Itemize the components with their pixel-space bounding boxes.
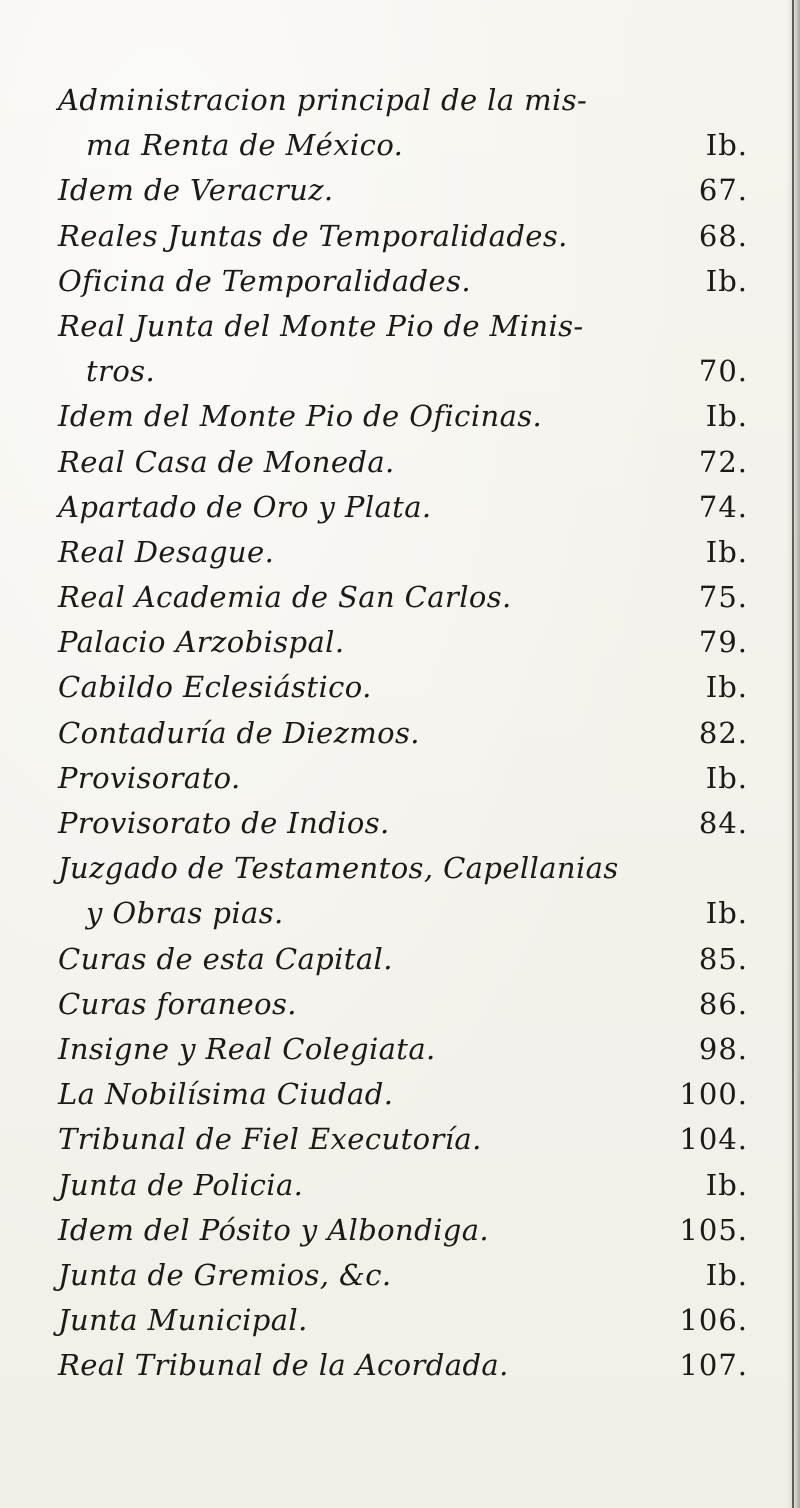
toc-entry <box>58 937 748 982</box>
entry-title: Tribunal de Fiel Executoría. <box>58 1122 482 1157</box>
entry-title: Curas foraneos. <box>58 986 297 1021</box>
entry-page-number: 107. <box>679 1348 748 1383</box>
entry-title: Idem de Veracruz. <box>58 173 334 208</box>
entry-page-number: 74. <box>698 489 748 524</box>
entry-page-number: 98. <box>698 1031 748 1066</box>
entry-title: ma Renta de México. <box>86 128 404 163</box>
entry-page-number: Ib. <box>705 534 748 569</box>
entry-page-number: 82. <box>698 715 748 750</box>
toc-entry <box>58 168 748 213</box>
entry-title: Real Tribunal de la Acordada. <box>58 1348 509 1383</box>
toc-entry <box>58 1072 748 1117</box>
toc-entry <box>58 801 748 846</box>
entry-title: Juzgado de Testamentos, Capellanias <box>58 851 619 886</box>
toc-entry <box>58 1208 748 1253</box>
entry-page-number: Ib. <box>705 760 748 795</box>
toc-entry <box>58 304 748 349</box>
toc-entry <box>58 982 748 1027</box>
entry-title: Provisorato. <box>58 760 241 795</box>
toc-entry <box>58 575 748 620</box>
entry-title: Administracion principal de la mis- <box>58 83 588 117</box>
entry-title: Real Junta del Monte Pio de Minis- <box>58 308 584 343</box>
entry-title: y Obras pias. <box>86 896 284 931</box>
page-edge-line <box>792 0 794 1508</box>
entry-title: La Nobilísima Ciudad. <box>58 1077 394 1112</box>
entry-page-number: Ib. <box>705 670 748 705</box>
entry-page-number: Ib. <box>705 128 748 163</box>
entry-title: Provisorato de Indios. <box>58 806 390 840</box>
entry-page-number: Ib. <box>705 1257 748 1292</box>
entry-page-number: 86. <box>698 986 748 1021</box>
entry-title: Contaduría de Diezmos. <box>58 715 420 750</box>
toc-entry <box>58 1298 748 1343</box>
table-of-contents <box>58 78 748 1388</box>
toc-entry <box>58 1163 748 1208</box>
entry-title: Idem del Pósito y Albondiga. <box>58 1212 490 1247</box>
toc-entry <box>58 349 748 394</box>
toc-entry <box>58 1253 748 1298</box>
entry-page-number: 72. <box>698 444 748 479</box>
toc-entry <box>58 1027 748 1072</box>
entry-title: Junta Municipal. <box>58 1303 308 1338</box>
entry-title: Apartado de Oro y Plata. <box>58 489 432 524</box>
entry-page-number: Ib. <box>705 896 748 931</box>
entry-page-number: 68. <box>698 218 748 253</box>
entry-page-number: 67. <box>698 173 748 208</box>
toc-entry <box>58 440 748 485</box>
entry-title: Idem del Monte Pio de Oficinas. <box>58 399 543 434</box>
entry-page-number: 75. <box>698 580 748 615</box>
entry-title: Junta de Policia. <box>58 1167 304 1202</box>
toc-entry <box>58 756 748 801</box>
toc-entry <box>58 485 748 530</box>
toc-entry <box>58 891 748 936</box>
entry-title: Real Academia de San Carlos. <box>58 580 512 615</box>
entry-page-number: 84. <box>698 806 748 840</box>
entry-title: Curas de esta Capital. <box>58 941 393 976</box>
toc-entry <box>58 259 748 304</box>
toc-entry <box>58 530 748 575</box>
toc-entry <box>58 78 748 123</box>
entry-title: Insigne y Real Colegiata. <box>58 1031 436 1066</box>
entry-page-number: 85. <box>698 941 748 976</box>
entry-title: Cabildo Eclesiástico. <box>58 670 372 705</box>
toc-entry <box>58 214 748 259</box>
toc-entry <box>58 394 748 439</box>
entry-page-number: 105. <box>679 1212 748 1247</box>
entry-title: Real Desague. <box>58 534 275 569</box>
entry-title: tros. <box>86 354 156 389</box>
entry-title: Reales Juntas de Temporalidades. <box>58 218 568 253</box>
toc-entry <box>58 846 748 891</box>
toc-entry <box>58 620 748 665</box>
entry-page-number: Ib. <box>705 399 748 434</box>
toc-entry <box>58 711 748 756</box>
entry-page-number: Ib. <box>705 263 748 298</box>
toc-entry <box>58 1117 748 1162</box>
entry-title: Palacio Arzobispal. <box>58 625 345 660</box>
entry-page-number: 100. <box>679 1077 748 1112</box>
entry-page-number: Ib. <box>705 1167 748 1202</box>
entry-page-number: 79. <box>698 625 748 660</box>
entry-title: Junta de Gremios, &c. <box>58 1257 392 1292</box>
entry-page-number: 104. <box>679 1122 748 1157</box>
toc-entry <box>58 665 748 710</box>
entry-page-number: 106. <box>679 1303 748 1338</box>
entry-page-number: 70. <box>698 354 748 389</box>
toc-entry <box>58 123 748 168</box>
toc-entry <box>58 1343 748 1388</box>
entry-title: Real Casa de Moneda. <box>58 444 395 479</box>
entry-title: Oficina de Temporalidades. <box>58 263 471 298</box>
